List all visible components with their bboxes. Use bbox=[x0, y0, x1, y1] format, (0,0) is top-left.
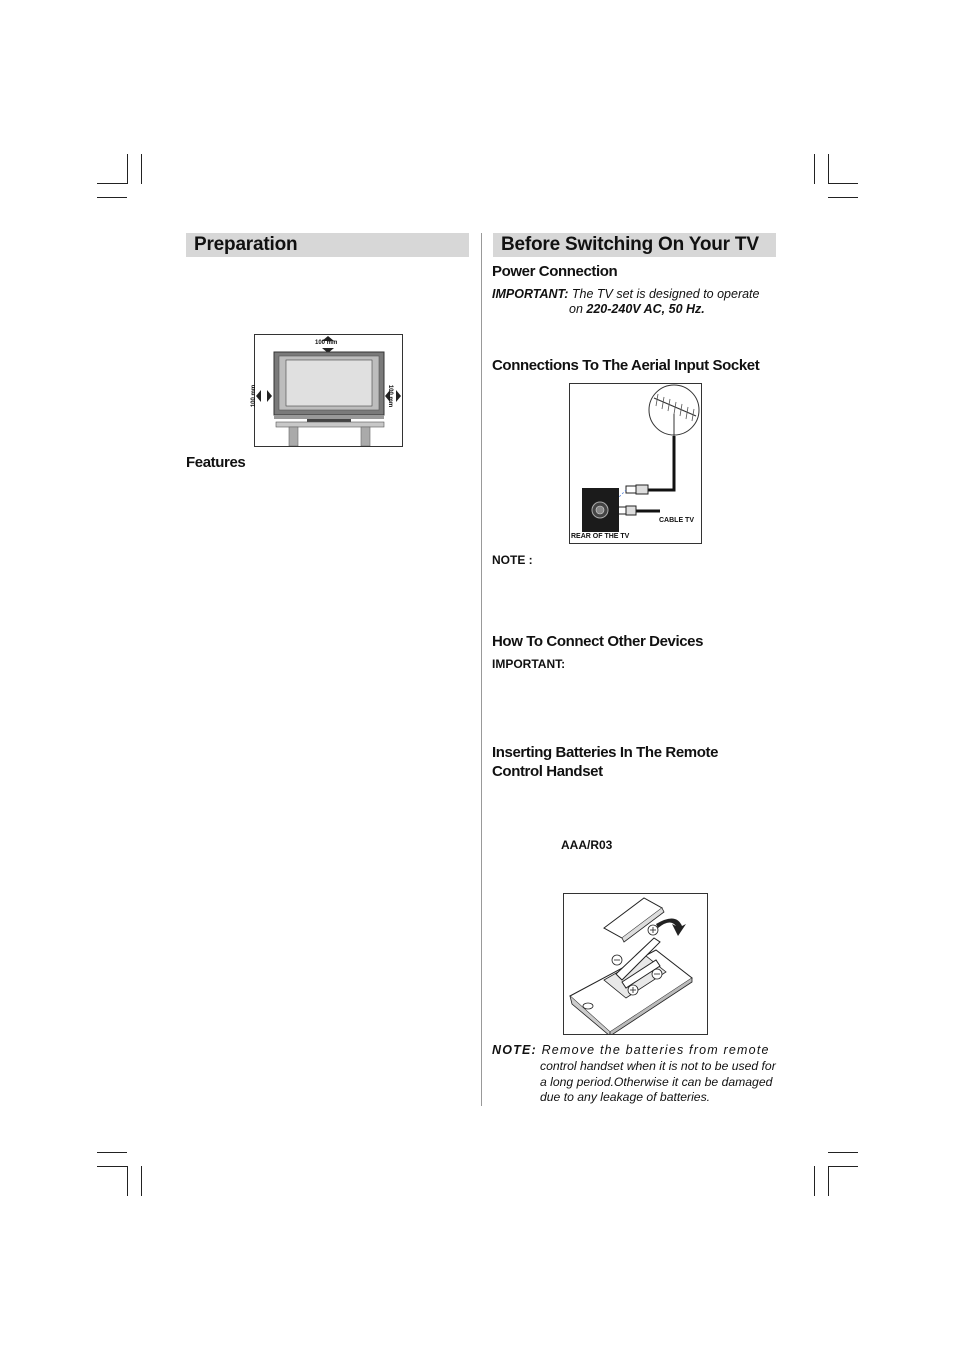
battery-insertion-figure bbox=[563, 893, 708, 1035]
tv-clearance-illustration bbox=[255, 335, 402, 446]
power-important-line bbox=[492, 287, 776, 302]
batteries-heading-line2: Control Handset bbox=[492, 763, 603, 780]
top-clearance-label: 100 mm bbox=[315, 340, 338, 346]
batteries-heading-line1: Inserting Batteries In The Remote bbox=[492, 744, 719, 761]
tv-clearance-figure bbox=[251, 334, 403, 447]
power-text-prefix: on bbox=[569, 302, 583, 316]
column-divider bbox=[481, 233, 482, 1106]
power-text-line1: The TV set is designed to operate bbox=[571, 287, 760, 301]
power-voltage-line bbox=[569, 302, 705, 317]
battery-note-line1 bbox=[492, 1043, 776, 1058]
aerial-connection-figure bbox=[569, 383, 702, 544]
battery-note-line3: a long period.Otherwise it can be damaged bbox=[540, 1075, 773, 1089]
rear-of-tv-label: REAR OF THE TV bbox=[571, 533, 630, 540]
remote-battery-illustration bbox=[564, 894, 707, 1034]
power-connection-heading: Power Connection bbox=[492, 263, 618, 280]
preparation-heading: Preparation bbox=[186, 233, 469, 257]
power-important-label: IMPORTANT: bbox=[492, 287, 569, 301]
battery-note-text1: Remove the batteries from remote bbox=[541, 1043, 770, 1057]
cable-tv-label: CABLE TV bbox=[659, 517, 694, 524]
left-clearance-label: 100 mm bbox=[251, 384, 258, 408]
battery-note-label: NOTE: bbox=[492, 1043, 537, 1057]
aerial-note-label: NOTE : bbox=[492, 553, 533, 567]
devices-important-label: IMPORTANT: bbox=[492, 657, 566, 671]
connect-devices-heading: How To Connect Other Devices bbox=[492, 633, 704, 650]
battery-type-label: AAA/R03 bbox=[561, 838, 613, 852]
features-heading: Features bbox=[186, 454, 246, 471]
power-voltage-value: 220-240V AC, 50 Hz. bbox=[586, 302, 705, 316]
battery-note-line4: due to any leakage of batteries. bbox=[540, 1090, 711, 1104]
before-switching-heading: Before Switching On Your TV bbox=[493, 233, 776, 257]
battery-note-line2: control handset when it is not to be used for bbox=[540, 1059, 776, 1073]
aerial-heading: Connections To The Aerial Input Socket bbox=[492, 357, 760, 374]
right-clearance-label: 100 mm bbox=[387, 384, 394, 408]
